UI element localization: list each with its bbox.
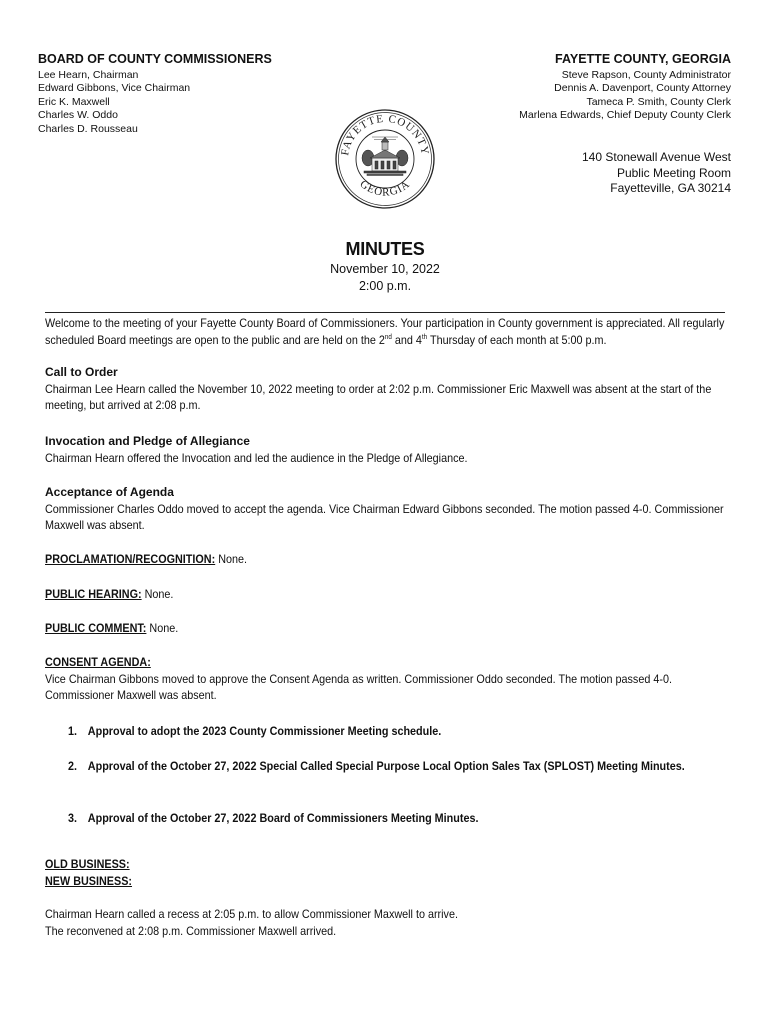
section-text: Chairman Lee Hearn called the November 10, 2022 meeting to order at 2:02 p.m. Commissioner Eric Maxwell was absent at the start of the meeting, but arrived at 2:08 p.m. bbox=[45, 381, 712, 412]
section-heading: Invocation and Pledge of Allegiance bbox=[45, 434, 250, 448]
county-seal-logo bbox=[334, 108, 436, 210]
call-to-order-section bbox=[45, 364, 725, 414]
board-header bbox=[38, 53, 272, 137]
welcome-paragraph bbox=[45, 315, 725, 348]
recess-section bbox=[45, 906, 725, 939]
welcome-sup: th bbox=[421, 333, 428, 341]
meeting-date: November 10, 2022 bbox=[330, 262, 440, 276]
recess-text: Chairman Hearn called a recess at 2:05 p.m. to allow Commissioner Maxwell to arrive. bbox=[45, 907, 458, 921]
section-label: PUBLIC COMMENT: bbox=[45, 621, 147, 635]
meeting-address bbox=[582, 150, 731, 197]
public-comment-section bbox=[45, 620, 725, 637]
item-number: 2. bbox=[68, 759, 78, 773]
proclamation-section bbox=[45, 551, 725, 568]
new-business-label: NEW BUSINESS: bbox=[45, 873, 133, 888]
section-value: None. bbox=[215, 552, 248, 566]
minutes-title: MINUTES bbox=[345, 239, 425, 259]
meeting-time: 2:00 p.m. bbox=[358, 279, 412, 293]
county-title: FAYETTE COUNTY, GEORGIA bbox=[555, 52, 731, 66]
section-text: Vice Chairman Gibbons moved to approve the Consent Agenda as written. Commissioner Oddo seconded. The motion passed 4-0. Commissioner Maxwell was absent. bbox=[45, 671, 672, 702]
item-number: 1. bbox=[68, 724, 78, 738]
staff-name: Steve Rapson, County Administrator bbox=[561, 68, 731, 81]
section-value: None. bbox=[146, 621, 179, 635]
consent-item bbox=[68, 810, 770, 826]
staff-name: Marlena Edwards, Chief Deputy County Clerk bbox=[519, 109, 731, 122]
commissioner-name: Charles W. Oddo bbox=[38, 109, 118, 122]
address-line: 140 Stonewall Avenue West bbox=[582, 150, 731, 164]
staff-name: Tameca P. Smith, County Clerk bbox=[586, 95, 731, 108]
business-section bbox=[45, 856, 725, 889]
item-text: Approval to adopt the 2023 County Commissioner Meeting schedule. bbox=[87, 724, 442, 738]
welcome-text: and 4 bbox=[391, 332, 422, 347]
divider bbox=[45, 312, 725, 313]
commissioner-name: Edward Gibbons, Vice Chairman bbox=[38, 82, 191, 95]
consent-item bbox=[68, 723, 770, 739]
section-label: CONSENT AGENDA: bbox=[45, 655, 151, 669]
svg-text:GEORGIA bbox=[357, 178, 412, 199]
county-header bbox=[519, 53, 731, 123]
board-title: BOARD OF COUNTY COMMISSIONERS bbox=[38, 52, 272, 66]
staff-name: Dennis A. Davenport, County Attorney bbox=[554, 82, 731, 95]
section-heading: Acceptance of Agenda bbox=[45, 485, 174, 499]
section-label: PUBLIC HEARING: bbox=[45, 587, 142, 601]
seal-bottom-text: GEORGIA bbox=[357, 178, 413, 199]
invocation-section bbox=[45, 433, 725, 466]
address-line: Public Meeting Room bbox=[616, 165, 731, 180]
public-hearing-section bbox=[45, 586, 725, 603]
section-label: PROCLAMATION/RECOGNITION: bbox=[45, 552, 216, 566]
commissioner-name: Charles D. Rousseau bbox=[38, 122, 138, 135]
welcome-text: Welcome to the meeting of your Fayette County Board of Commissioners. Your participation in County government is appreciated. All regularly scheduled Board meetings are open to the public and are held on the 2 bbox=[45, 316, 725, 347]
acceptance-section bbox=[45, 484, 725, 534]
welcome-text: Thursday of each month at 5:00 p.m. bbox=[427, 332, 607, 347]
item-number: 3. bbox=[68, 811, 78, 825]
commissioner-name: Lee Hearn, Chairman bbox=[38, 68, 139, 81]
section-heading: Call to Order bbox=[45, 365, 118, 379]
old-business-label: OLD BUSINESS: bbox=[45, 857, 130, 871]
section-text: Chairman Hearn offered the Invocation and led the audience in the Pledge of Allegiance. bbox=[45, 450, 468, 465]
item-text: Approval of the October 27, 2022 Board of Commissioners Meeting Minutes. bbox=[87, 811, 479, 825]
seal-top-text: FAYETTE COUNTY bbox=[339, 112, 431, 157]
welcome-sup: nd bbox=[384, 333, 392, 341]
recess-text: The reconvened at 2:08 p.m. Commissioner Maxwell arrived. bbox=[45, 923, 337, 938]
consent-item bbox=[68, 758, 770, 774]
address-line: Fayetteville, GA 30214 bbox=[610, 181, 731, 195]
consent-agenda-section bbox=[45, 654, 725, 704]
section-text: Commissioner Charles Oddo moved to accept the agenda. Vice Chairman Edward Gibbons seconded. The motion passed 4-0. Commissioner Maxwell was absent. bbox=[45, 501, 724, 532]
item-text: Approval of the October 27, 2022 Special Called Special Purpose Local Option Sales Tax (SPLOST) Meeting Minutes. bbox=[87, 759, 685, 773]
section-value: None. bbox=[141, 587, 174, 601]
commissioner-name: Eric K. Maxwell bbox=[38, 95, 110, 108]
